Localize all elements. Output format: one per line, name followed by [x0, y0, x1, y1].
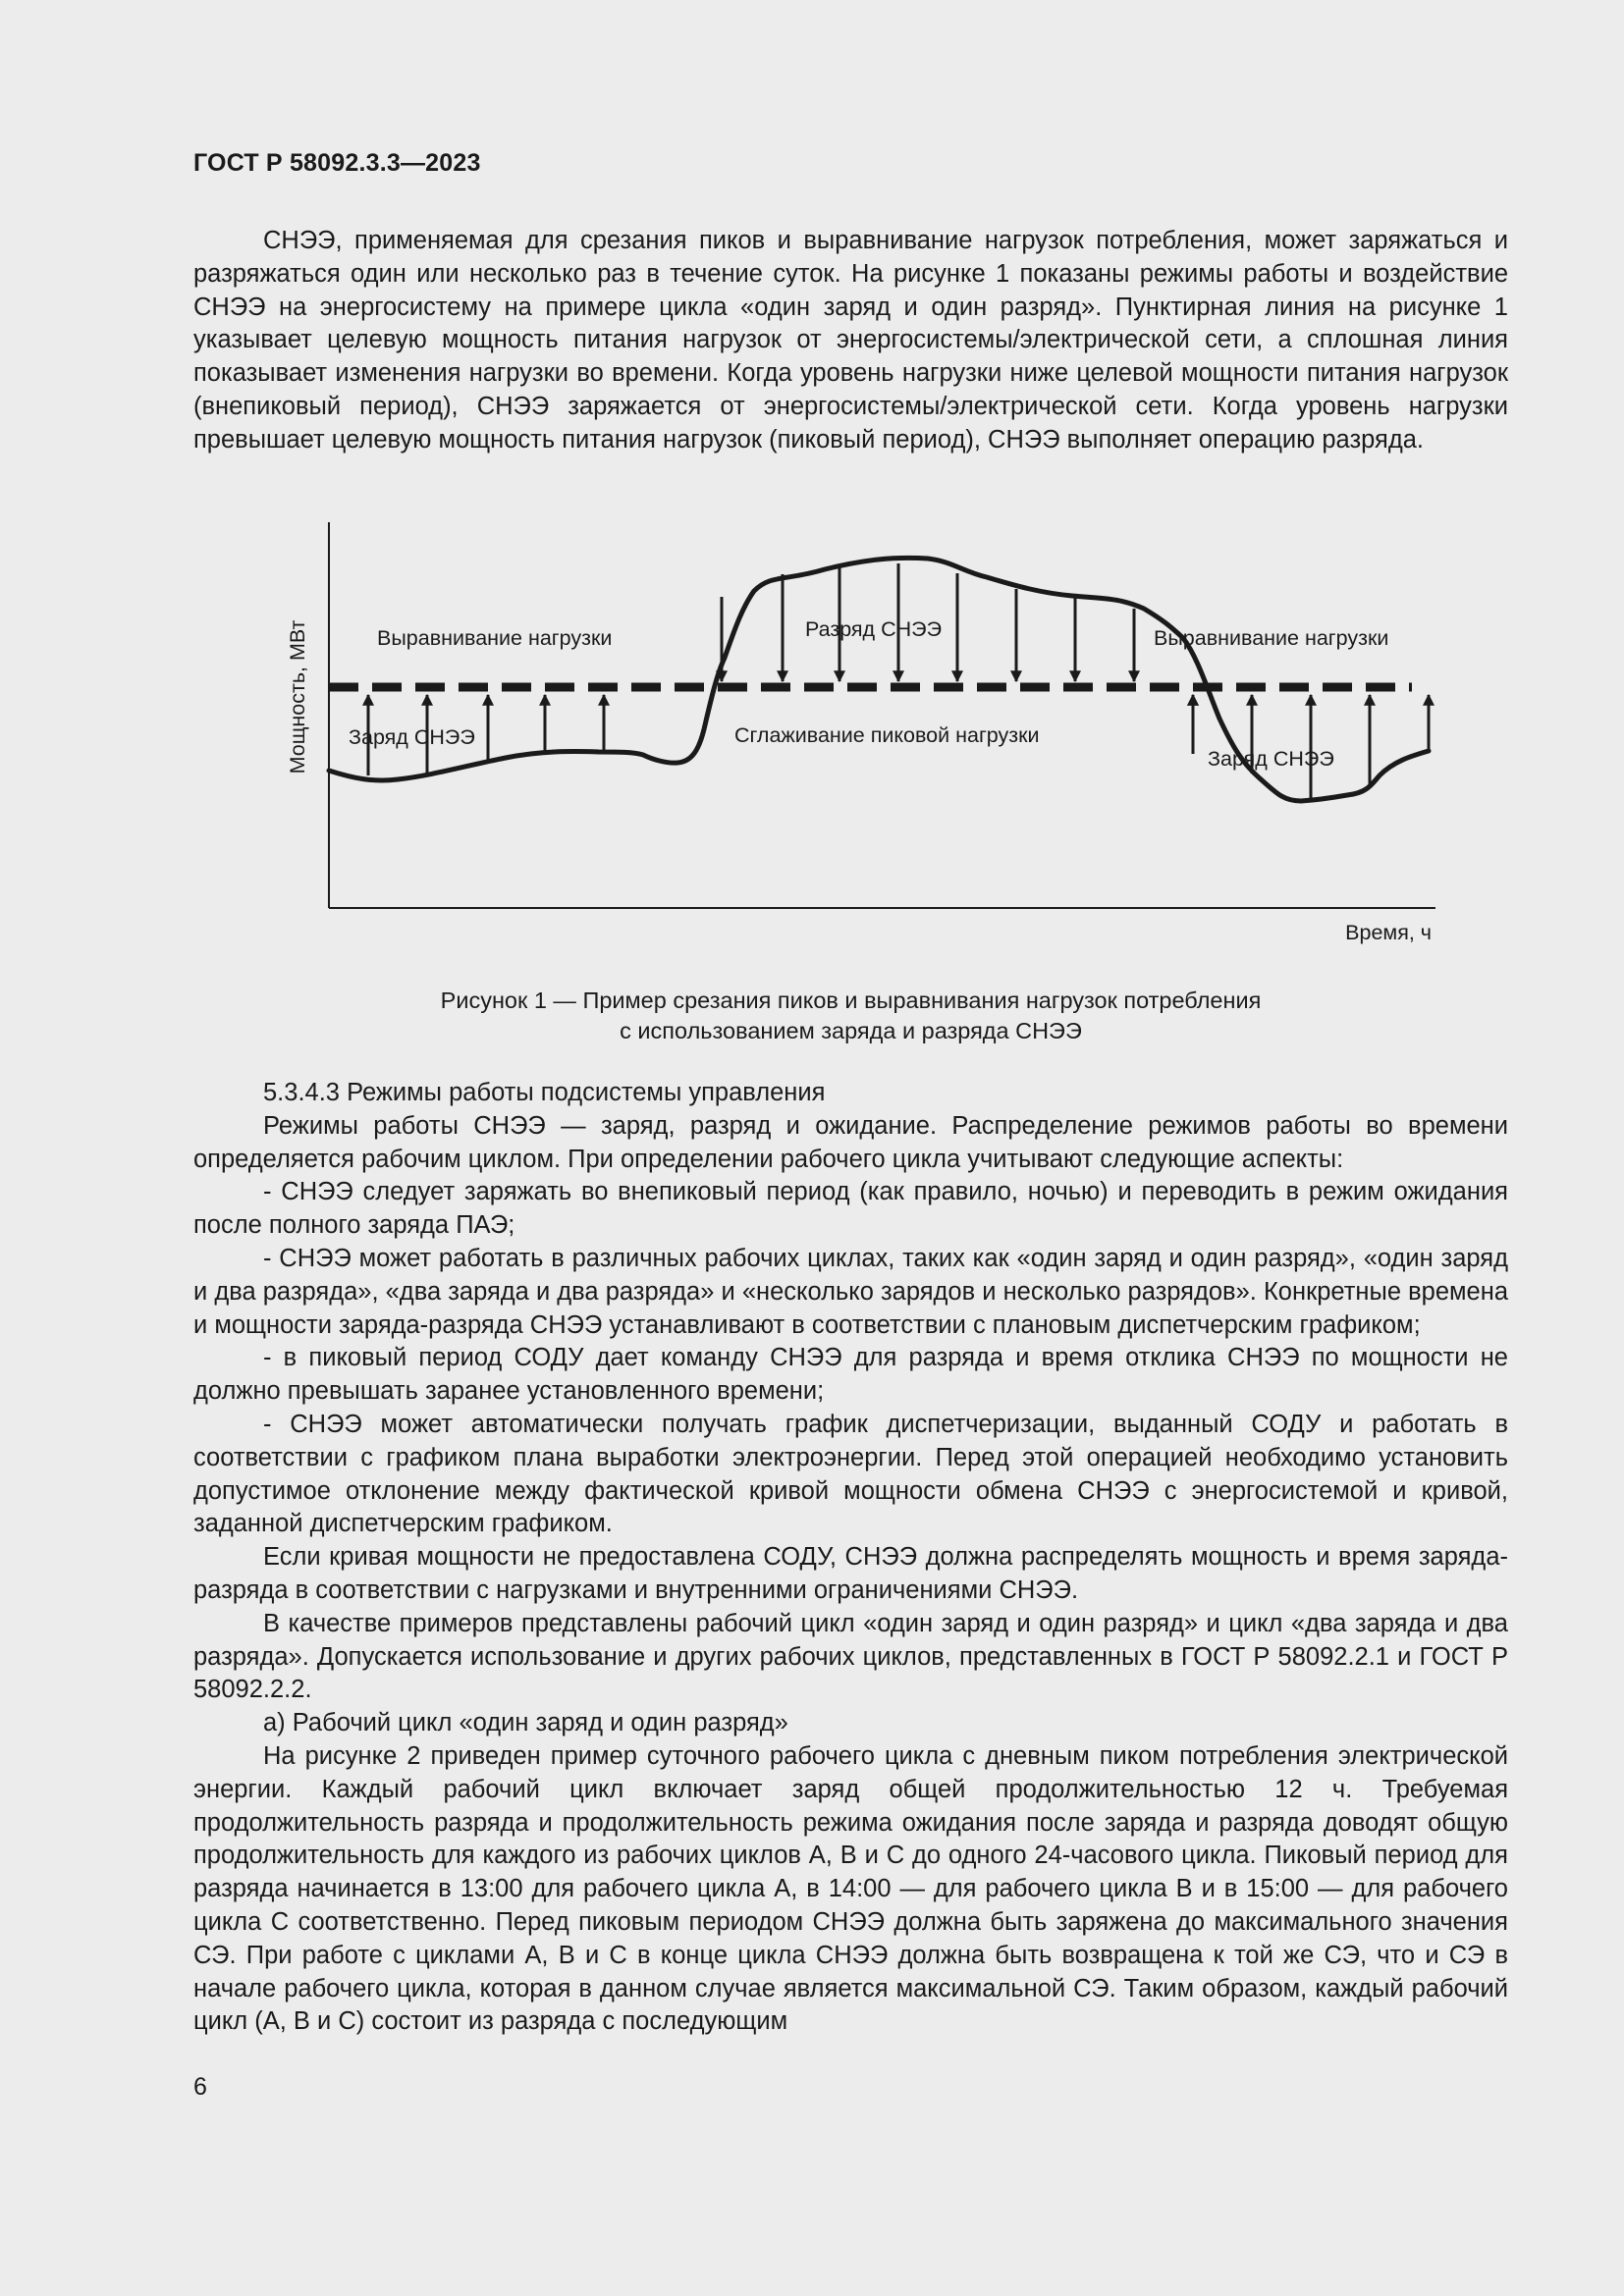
- section-heading: 5.3.4.3 Режимы работы подсистемы управления: [263, 1079, 826, 1106]
- label-leveling-left: Выравнивание нагрузки: [377, 626, 613, 650]
- figure-caption: [193, 986, 1508, 1046]
- bullet-item: - СНЭЭ следует заряжать во внепиковый период (как правило, ночью) и переводить в режим ожидания после полного заряда ПАЭ;: [193, 1178, 1508, 1240]
- bullet-item: - СНЭЭ может работать в различных рабочих циклах, таких как «один заряд и один разряд», «один заряд и два разряда», «два заряда и два разряда» и «несколько зарядов и несколько разрядов». Конкретные времена и мощности заряда-разряда СНЭЭ устанавливают в соответствии с плановым диспетчерским графиком;: [193, 1244, 1508, 1339]
- figure-1-diagram: [275, 510, 1453, 962]
- intro-paragraph: СНЭЭ, применяемая для срезания пиков и выравнивание нагрузок потребления, может заряжаться и разряжаться один или несколько раз в течение суток. На рисунке 1 показаны режимы работы и воздействие СНЭЭ на энергосистему на примере цикла «один заряд и один разряд». Пунктирная линия на рисунке 1 указывает целевую мощность питания нагрузок от энергосистемы/электрической сети, а сплошная линия показывает изменения нагрузки во времени. Когда уровень нагрузки ниже целевой мощности питания нагрузок (внепиковый период), СНЭЭ заряжается от энергосистемы/электрической сети. Когда уровень нагрузки превышает целевую мощность питания нагрузок (пиковый период), СНЭЭ выполняет операцию разряда.: [193, 227, 1508, 454]
- label-leveling-right: Выравнивание нагрузки: [1154, 626, 1389, 650]
- section-paragraph: Если кривая мощности не предоставлена СОДУ, СНЭЭ должна распределять мощность и время заряда-разряда в соответствии с нагрузками и внутренними ограничениями СНЭЭ.: [193, 1543, 1508, 1604]
- document-header: ГОСТ Р 58092.3.3—2023: [193, 149, 481, 177]
- y-axis-label: Мощность, МВт: [286, 619, 309, 774]
- caption-line-2: с использованием заряда и разряда СНЭЭ: [620, 1018, 1082, 1043]
- bullet-item: - СНЭЭ может автоматически получать график диспетчеризации, выданный СОДУ и работать в соответствии с графиком плана выработки электроэнергии. Перед этой операцией необходимо установить допустимое отклонение между фактической кривой мощности обмена СНЭЭ с энергосистемой и кривой, заданной диспетчерским графиком.: [193, 1410, 1508, 1538]
- label-charge-right: Заряд СНЭЭ: [1208, 747, 1334, 771]
- subheading-a: а) Рабочий цикл «один заряд и один разряд»: [263, 1709, 788, 1737]
- label-peak-smoothing: Сглаживание пиковой нагрузки: [734, 723, 1040, 747]
- x-axis-label: Время, ч: [1345, 921, 1432, 944]
- charge-arrows-right: [1193, 685, 1429, 800]
- section-paragraph: На рисунке 2 приведен пример суточного рабочего цикла с дневным пиком потребления электрической энергии. Каждый рабочий цикл включает заряд общей продолжительностью 12 ч. Требуемая продолжительность разряда и продолжительность режима ожидания после заряда и разряда доводят общую продолжительность для каждого из рабочих циклов A, B и C до одного 24-часового цикла. Пиковый период для разряда начинается в 13:00 для рабочего цикла A, в 14:00 — для рабочего цикла B и в 15:00 — для рабочего цикла C соответственно. Перед пиковым периодом СНЭЭ должна быть заряжена до максимального значения СЭ. При работе с циклами A, B и C в конце цикла СНЭЭ должна быть возвращена к той же СЭ, что и СЭ в начале рабочего цикла, которая в данном случае является максимальной СЭ. Таким образом, каждый рабочий цикл (A, B и C) состоит из разряда с последующим: [193, 1741, 1508, 2036]
- bullet-item: - в пиковый период СОДУ дает команду СНЭЭ для разряда и время отклика СНЭЭ по мощности не должно превышать заранее установленного времени;: [193, 1344, 1508, 1406]
- section-paragraph: В качестве примеров представлены рабочий цикл «один заряд и один разряд» и цикл «два заряда и два разряда». Допускается использование и других рабочих циклов, представленных в ГОСТ Р 58092.2.1 и ГОСТ Р 58092.2.2.: [193, 1609, 1508, 1704]
- page-number: 6: [193, 2073, 207, 2101]
- label-discharge: Разряд СНЭЭ: [805, 617, 943, 641]
- caption-line-1: Рисунок 1 — Пример срезания пиков и выравнивания нагрузок потребления: [440, 988, 1262, 1013]
- figure-1: [275, 510, 1453, 962]
- section-paragraph: Режимы работы СНЭЭ — заряд, разряд и ожидание. Распределение режимов работы во времени определяется рабочим циклом. При определении рабочего цикла учитывают следующие аспекты:: [193, 1111, 1508, 1173]
- label-charge-left: Заряд СНЭЭ: [349, 725, 475, 749]
- intro-text: [193, 225, 1508, 457]
- section-5-3-4-3: [193, 1077, 1508, 2039]
